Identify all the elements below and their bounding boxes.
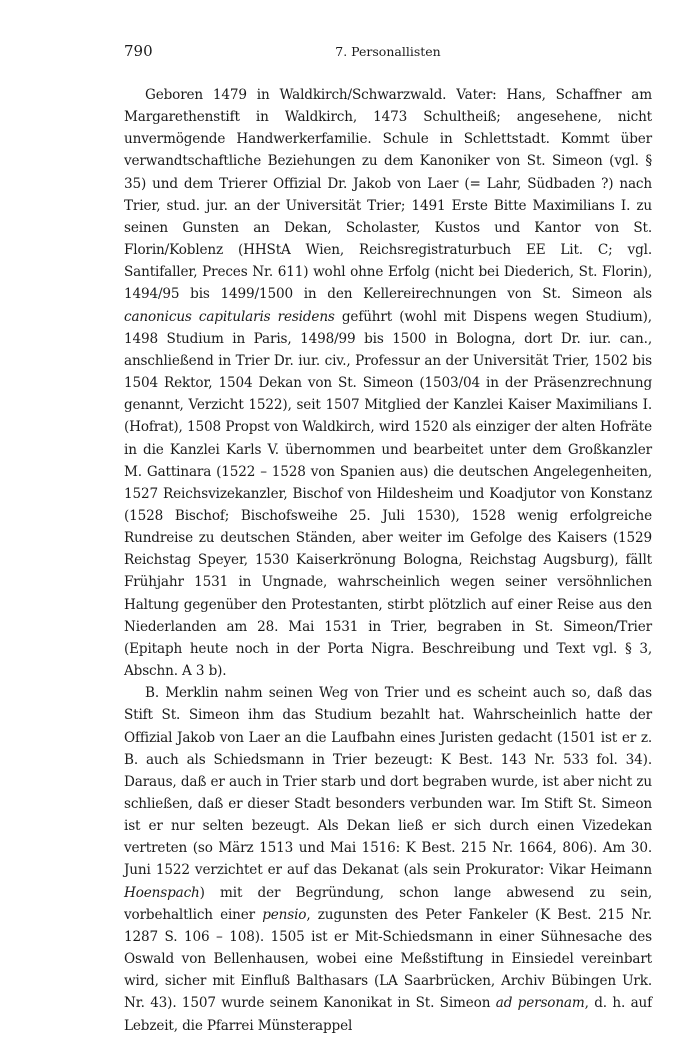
- page-header: [124, 42, 652, 64]
- running-head: 7. Personallisten: [335, 44, 441, 59]
- text-run: , d. h. auf Lebzeit, die Pfarrei Münsterappel: [124, 995, 653, 1034]
- italic-term: ad personam: [495, 995, 585, 1012]
- paragraph-commentary: [124, 682, 652, 1037]
- text-run: B. Merklin nahm seinen Weg von Trier und es scheint auch so, daß das Stift St. Simeon ihm das Studium bezahlt hat. Wahrscheinlich hatte der Offizial Jakob von Laer an die Laufbahn eines Juristen gedacht (1501 ist er z. B. auch als Schiedsmann in Trier bezeugt: K Best. 143 Nr. 533 fol. 34). Daraus, daß er auch in Trier starb und dort begraben wurde, ist aber nicht zu schließen, daß er dieser Stadt besonders verbunden war. Im Stift St. Simeon ist er nur selten bezeugt. Als Dekan ließ er sich durch einen Vizedekan vertreten (so März 1513 und Mai 1516: K Best. 215 Nr. 1664, 806). Am 30. Juni 1522 verzichtet er auf das Dekanat (als sein Prokurator: Vikar Heimann: [124, 685, 652, 879]
- text-run: Geboren 1479 in Waldkirch/Schwarzwald. Vater: Hans, Schaffner am Margarethenstift in Waldkirch, 1473 Schultheiß; angesehene, nicht unvermögende Handwerkerfamilie. Schule in Schlettstadt. Kommt über verwandtschaftliche Beziehungen zu dem Kanoniker von St. Simeon (vgl. § 35) und dem Trierer Offizial Dr. Jakob von Laer (= Lahr, Südbaden ?) nach Trier, stud. jur. an der Universität Trier; 1491 Erste Bitte Maximilians I. zu seinen Gunsten an Dekan, Scholaster, Kustos und Kantor von St. Florin/Koblenz (HHStA Wien, Reichsregistraturbuch EE Lit. C; vgl. Santifaller, Preces Nr. 611) wohl ohne Erfolg (nicht bei Diederich, St. Florin), 1494/95 bis 1499/1500 in den Kellereirechnungen von St. Simeon als: [124, 87, 652, 303]
- italic-term: Hoenspach: [124, 884, 200, 901]
- text-run: ) mit der Begründung, schon lange abwesend zu sein, vorbehaltlich einer: [124, 884, 652, 923]
- paragraph-biography: [124, 84, 652, 682]
- text-run: , zugunsten des Peter Fankeler (K Best. 215 Nr. 1287 S. 106 – 108). 1505 ist er Mit-Schiedsmann in einer Sühnesache des Oswald von Bellenhausen, wobei eine Meßstiftung in Einsiedel vereinbart wird, sicher mit Einfluß Balthasars (LA Saarbrücken, Archiv Bübingen Urk. Nr. 43). 1507 wurde seinem Kanonikat in St. Simeon: [124, 906, 652, 1012]
- italic-term: canonicus capitularis residens: [124, 308, 335, 325]
- page-number: 790: [124, 42, 153, 60]
- body-text: [124, 84, 652, 1037]
- italic-term: pensio: [262, 906, 307, 923]
- text-run: geführt (wohl mit Dispens wegen Studium), 1498 Studium in Paris, 1498/99 bis 1500 in Bologna, dort Dr. iur. can., anschließend in Trier Dr. iur. civ., Professur an der Universität Trier, 1502 bis 1504 Rektor, 1504 Dekan von St. Simeon (1503/04 in der Präsenzrechnung genannt, Verzicht 1522), seit 1507 Mitglied der Kanzlei Kaiser Maximilians I. (Hofrat), 1508 Propst von Waldkirch, wird 1520 als einziger der alten Hofräte in die Kanzlei Karls V. übernommen und bearbeitet unter dem Großkanzler M. Gattinara (1522 – 1528 von Spanien aus) die deutschen Angelegenheiten, 1527 Reichsvizekanzler, Bischof von Hildesheim und Koadjutor von Konstanz (1528 Bischof; Bischofsweihe 25. Juli 1530), 1528 wenig erfolgreiche Rundreise zu deutschen Ständen, aber weiter im Gefolge des Kaisers (1529 Reichstag Speyer, 1530 Kaiserkrönung Bologna, Reichstag Augsburg), fällt Frühjahr 1531 in Ungnade, wahrscheinlich wegen seiner versöhnlichen Haltung gegenüber den Protestanten, stirbt plötzlich auf einer Reise aus den Niederlanden am 28. Mai 1531 in Trier, begraben in St. Simeon/Trier (Epitaph heute noch in der Porta Nigra. Beschreibung und Text vgl. § 3, Abschn. A 3 b).: [124, 308, 652, 680]
